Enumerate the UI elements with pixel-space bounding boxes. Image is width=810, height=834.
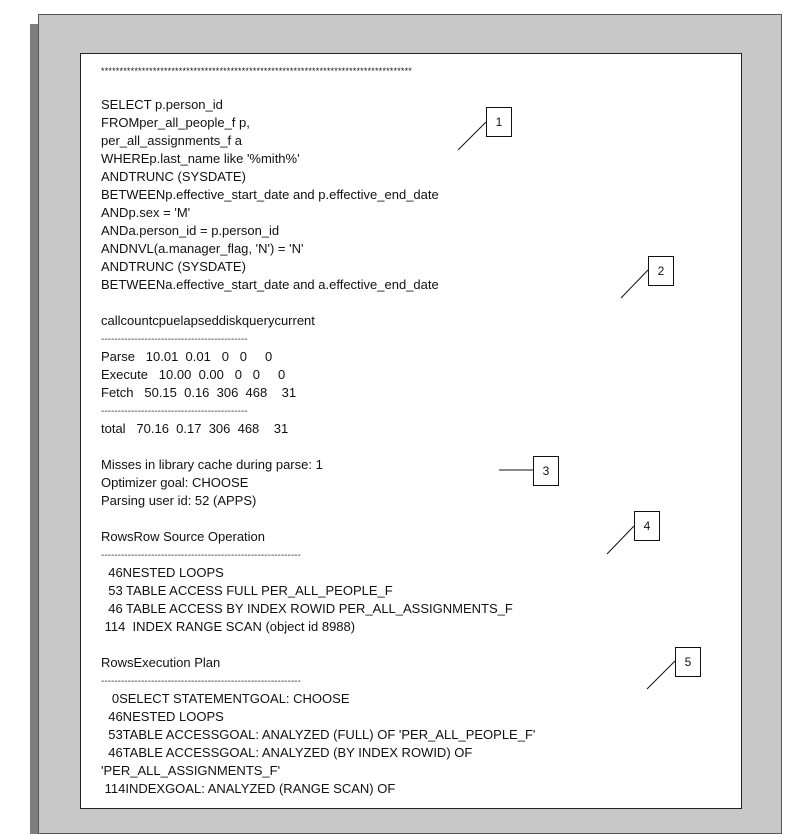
row-source-header: RowsRow Source Operation	[101, 529, 266, 544]
query-line: ANDNVL(a.manager_flag, 'N') = 'N'	[101, 241, 304, 256]
row-source-divider: ------------------------------------------------------------	[101, 550, 301, 561]
query-line: FROMper_all_people_f p,	[101, 115, 250, 130]
stats-total: total 70.16 0.17 306 468 31	[101, 421, 289, 436]
execution-plan-line: 53TABLE ACCESSGOAL: ANALYZED (FULL) OF 'PER_ALL_PEOPLE_F'	[101, 727, 536, 742]
execution-plan-line: 'PER_ALL_ASSIGNMENTS_F'	[101, 763, 281, 778]
stats-row: Execute 10.00 0.00 0 0 0	[101, 367, 286, 382]
callout-4: 4	[634, 511, 660, 541]
asterisk-separator: ************************************************************************************	[101, 66, 413, 76]
execution-plan-line: 46TABLE ACCESSGOAL: ANALYZED (BY INDEX ROWID) OF	[101, 745, 473, 760]
query-line: ANDp.sex = 'M'	[101, 205, 191, 220]
execution-plan-line: 46NESTED LOOPS	[101, 709, 224, 724]
execution-plan-line: 114INDEXGOAL: ANALYZED (RANGE SCAN) OF	[101, 781, 396, 796]
execution-plan-divider: ------------------------------------------------------------	[101, 676, 301, 687]
callout-2: 2	[648, 256, 674, 286]
query-line: BETWEENp.effective_start_date and p.effective_end_date	[101, 187, 439, 202]
row-source-line: 114 INDEX RANGE SCAN (object id 8988)	[101, 619, 356, 634]
parse-info-line: Parsing user id: 52 (APPS)	[101, 493, 257, 508]
trace-document-page	[80, 53, 742, 809]
stats-divider: --------------------------------------------	[101, 334, 248, 345]
query-line: SELECT p.person_id	[101, 97, 223, 112]
parse-info-line: Misses in library cache during parse: 1	[101, 457, 323, 472]
execution-plan-line: 0SELECT STATEMENTGOAL: CHOOSE	[101, 691, 350, 706]
parse-info-line: Optimizer goal: CHOOSE	[101, 475, 249, 490]
callout-3: 3	[533, 456, 559, 486]
stats-row: Parse 10.01 0.01 0 0 0	[101, 349, 273, 364]
row-source-line: 53 TABLE ACCESS FULL PER_ALL_PEOPLE_F	[101, 583, 393, 598]
stats-row: Fetch 50.15 0.16 306 468 31	[101, 385, 297, 400]
query-line: per_all_assignments_f a	[101, 133, 242, 148]
row-source-line: 46NESTED LOOPS	[101, 565, 224, 580]
query-line: BETWEENa.effective_start_date and a.effective_end_date	[101, 277, 439, 292]
query-line: WHEREp.last_name like '%mith%'	[101, 151, 300, 166]
stats-divider: --------------------------------------------	[101, 406, 248, 417]
row-source-line: 46 TABLE ACCESS BY INDEX ROWID PER_ALL_ASSIGNMENTS_F	[101, 601, 513, 616]
callout-1: 1	[486, 107, 512, 137]
callout-5: 5	[675, 647, 701, 677]
stats-header: callcountcpuelapseddiskquerycurrent	[101, 313, 315, 328]
query-line: ANDTRUNC (SYSDATE)	[101, 259, 246, 274]
query-line: ANDa.person_id = p.person_id	[101, 223, 280, 238]
execution-plan-header: RowsExecution Plan	[101, 655, 221, 670]
query-line: ANDTRUNC (SYSDATE)	[101, 169, 246, 184]
